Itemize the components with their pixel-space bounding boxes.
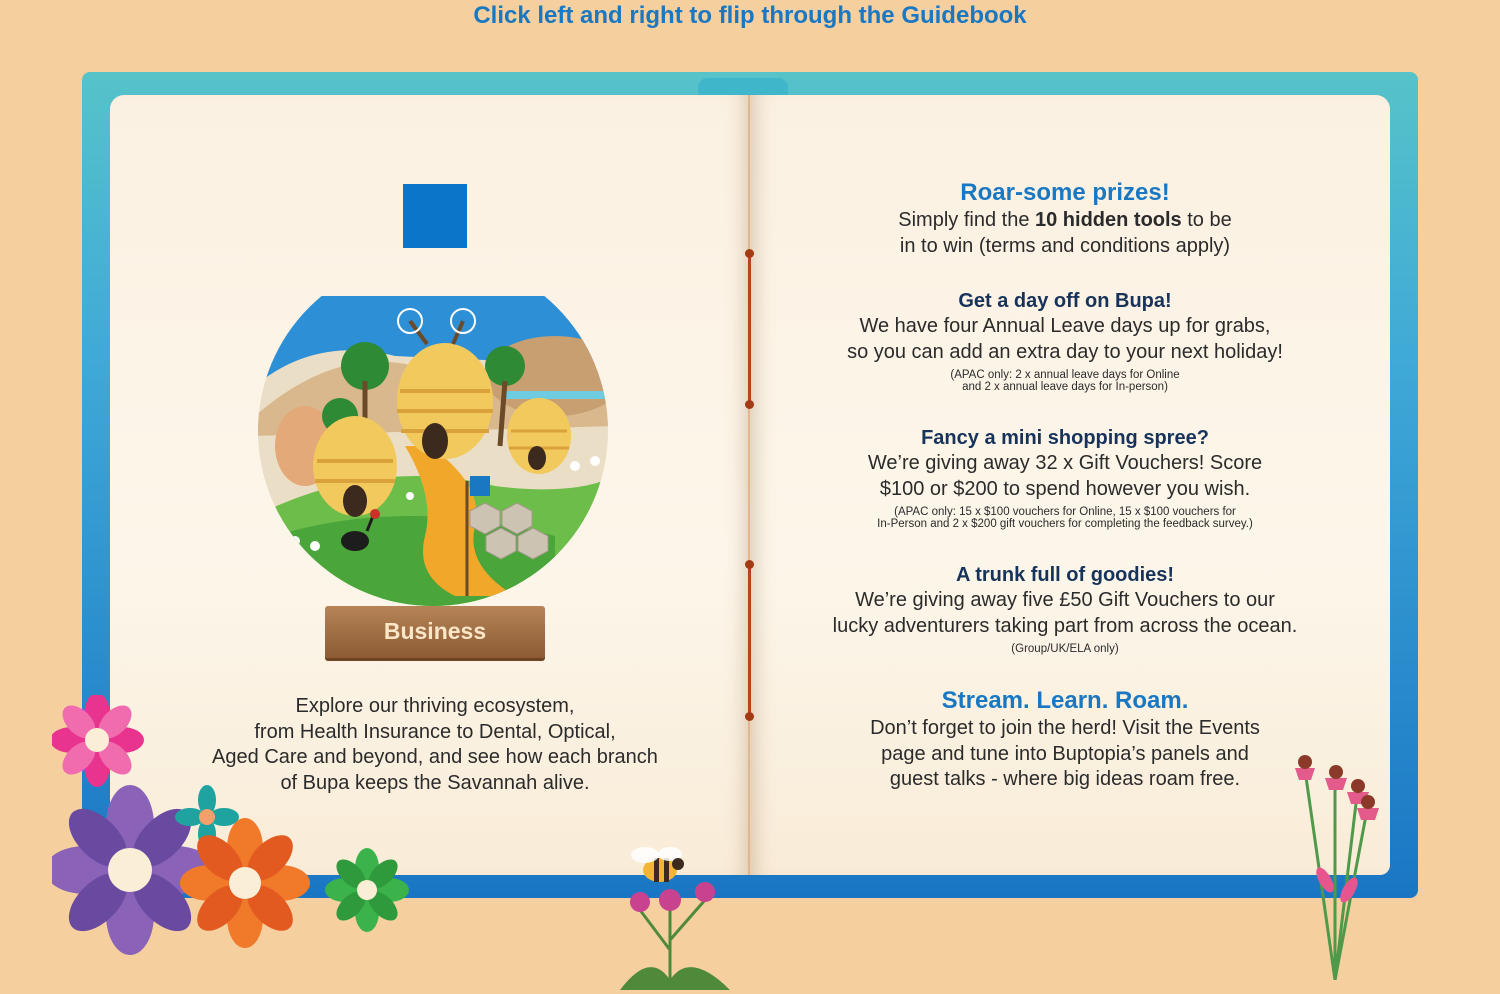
- trunk-line: lucky adventurers taking part from across the ocean.: [832, 614, 1298, 637]
- bee-icon: [631, 847, 684, 882]
- description-line: Explore our thriving ecosystem,: [295, 695, 575, 717]
- shopping-line: We’re giving away 32 x Gift Vouchers! Score: [867, 452, 1263, 474]
- shopping-line: $100 or $200 to spend however you wish.: [879, 477, 1251, 500]
- stream-line: guest talks - where big ideas roam free.: [889, 768, 1241, 790]
- day-off-line: so you can add an extra day to your next holiday!: [847, 340, 1283, 363]
- trunk-note: (Group/UK/ELA only): [1011, 643, 1119, 655]
- shopping-title: Fancy a mini shopping spree?: [921, 427, 1209, 449]
- prizes-title: Roar-some prizes!: [960, 179, 1170, 206]
- flowers-decoration-left: [52, 695, 412, 955]
- thistle-decoration: [610, 840, 740, 990]
- coneflowers-decoration: [1285, 740, 1390, 980]
- binding-knot: [745, 400, 754, 409]
- prizes-line: in to win (terms and conditions apply): [899, 234, 1231, 257]
- business-icon-square: [403, 184, 467, 248]
- business-sign: Business: [325, 606, 545, 658]
- pink-flower-icon: [52, 695, 144, 787]
- binding-thread-bottom: [748, 564, 751, 717]
- stream-section: [780, 686, 1350, 793]
- binding-knot: [745, 712, 754, 721]
- flip-instruction: Click left and right to flip through the Guidebook: [473, 2, 1027, 29]
- day-off-title: Get a day off on Bupa!: [958, 290, 1172, 312]
- shopping-note: (APAC only: 15 x $100 vouchers for Online, 15 x $100 vouchers for In-Person and 2 x $200 gift vouchers for completing the feedback survey.): [877, 506, 1253, 530]
- shopping-section: [780, 425, 1350, 530]
- savannah-business-illustration[interactable]: [255, 296, 615, 606]
- stream-line: page and tune into Buptopia’s panels and: [881, 742, 1249, 765]
- binding-knot: [745, 249, 754, 258]
- day-off-note: (APAC only: 2 x annual leave days for Online and 2 x annual leave days for In-person): [950, 369, 1180, 393]
- trunk-title: A trunk full of goodies!: [955, 564, 1175, 586]
- trunk-section: [780, 562, 1350, 655]
- description-line: of Bupa keeps the Savannah alive.: [280, 771, 590, 794]
- binding-thread-top: [748, 253, 751, 405]
- day-off-section: [780, 288, 1350, 393]
- prizes-line: Simply find the 10 hidden tools to be: [898, 209, 1232, 231]
- hidden-tools-highlight: 10 hidden tools: [1035, 209, 1182, 231]
- binding-knot: [745, 560, 754, 569]
- prizes-section: [780, 178, 1350, 259]
- trunk-line: We’re giving away five £50 Gift Vouchers to our: [855, 589, 1275, 611]
- green-flower-icon: [325, 848, 409, 932]
- day-off-line: We have four Annual Leave days up for grabs,: [859, 315, 1271, 337]
- description-line: from Health Insurance to Dental, Optical,: [254, 720, 616, 743]
- stream-title: Stream. Learn. Roam.: [941, 687, 1189, 714]
- book-spine: [748, 95, 750, 875]
- stream-line: Don’t forget to join the herd! Visit the Events: [870, 717, 1260, 739]
- description-line: Aged Care and beyond, and see how each branch: [212, 746, 658, 768]
